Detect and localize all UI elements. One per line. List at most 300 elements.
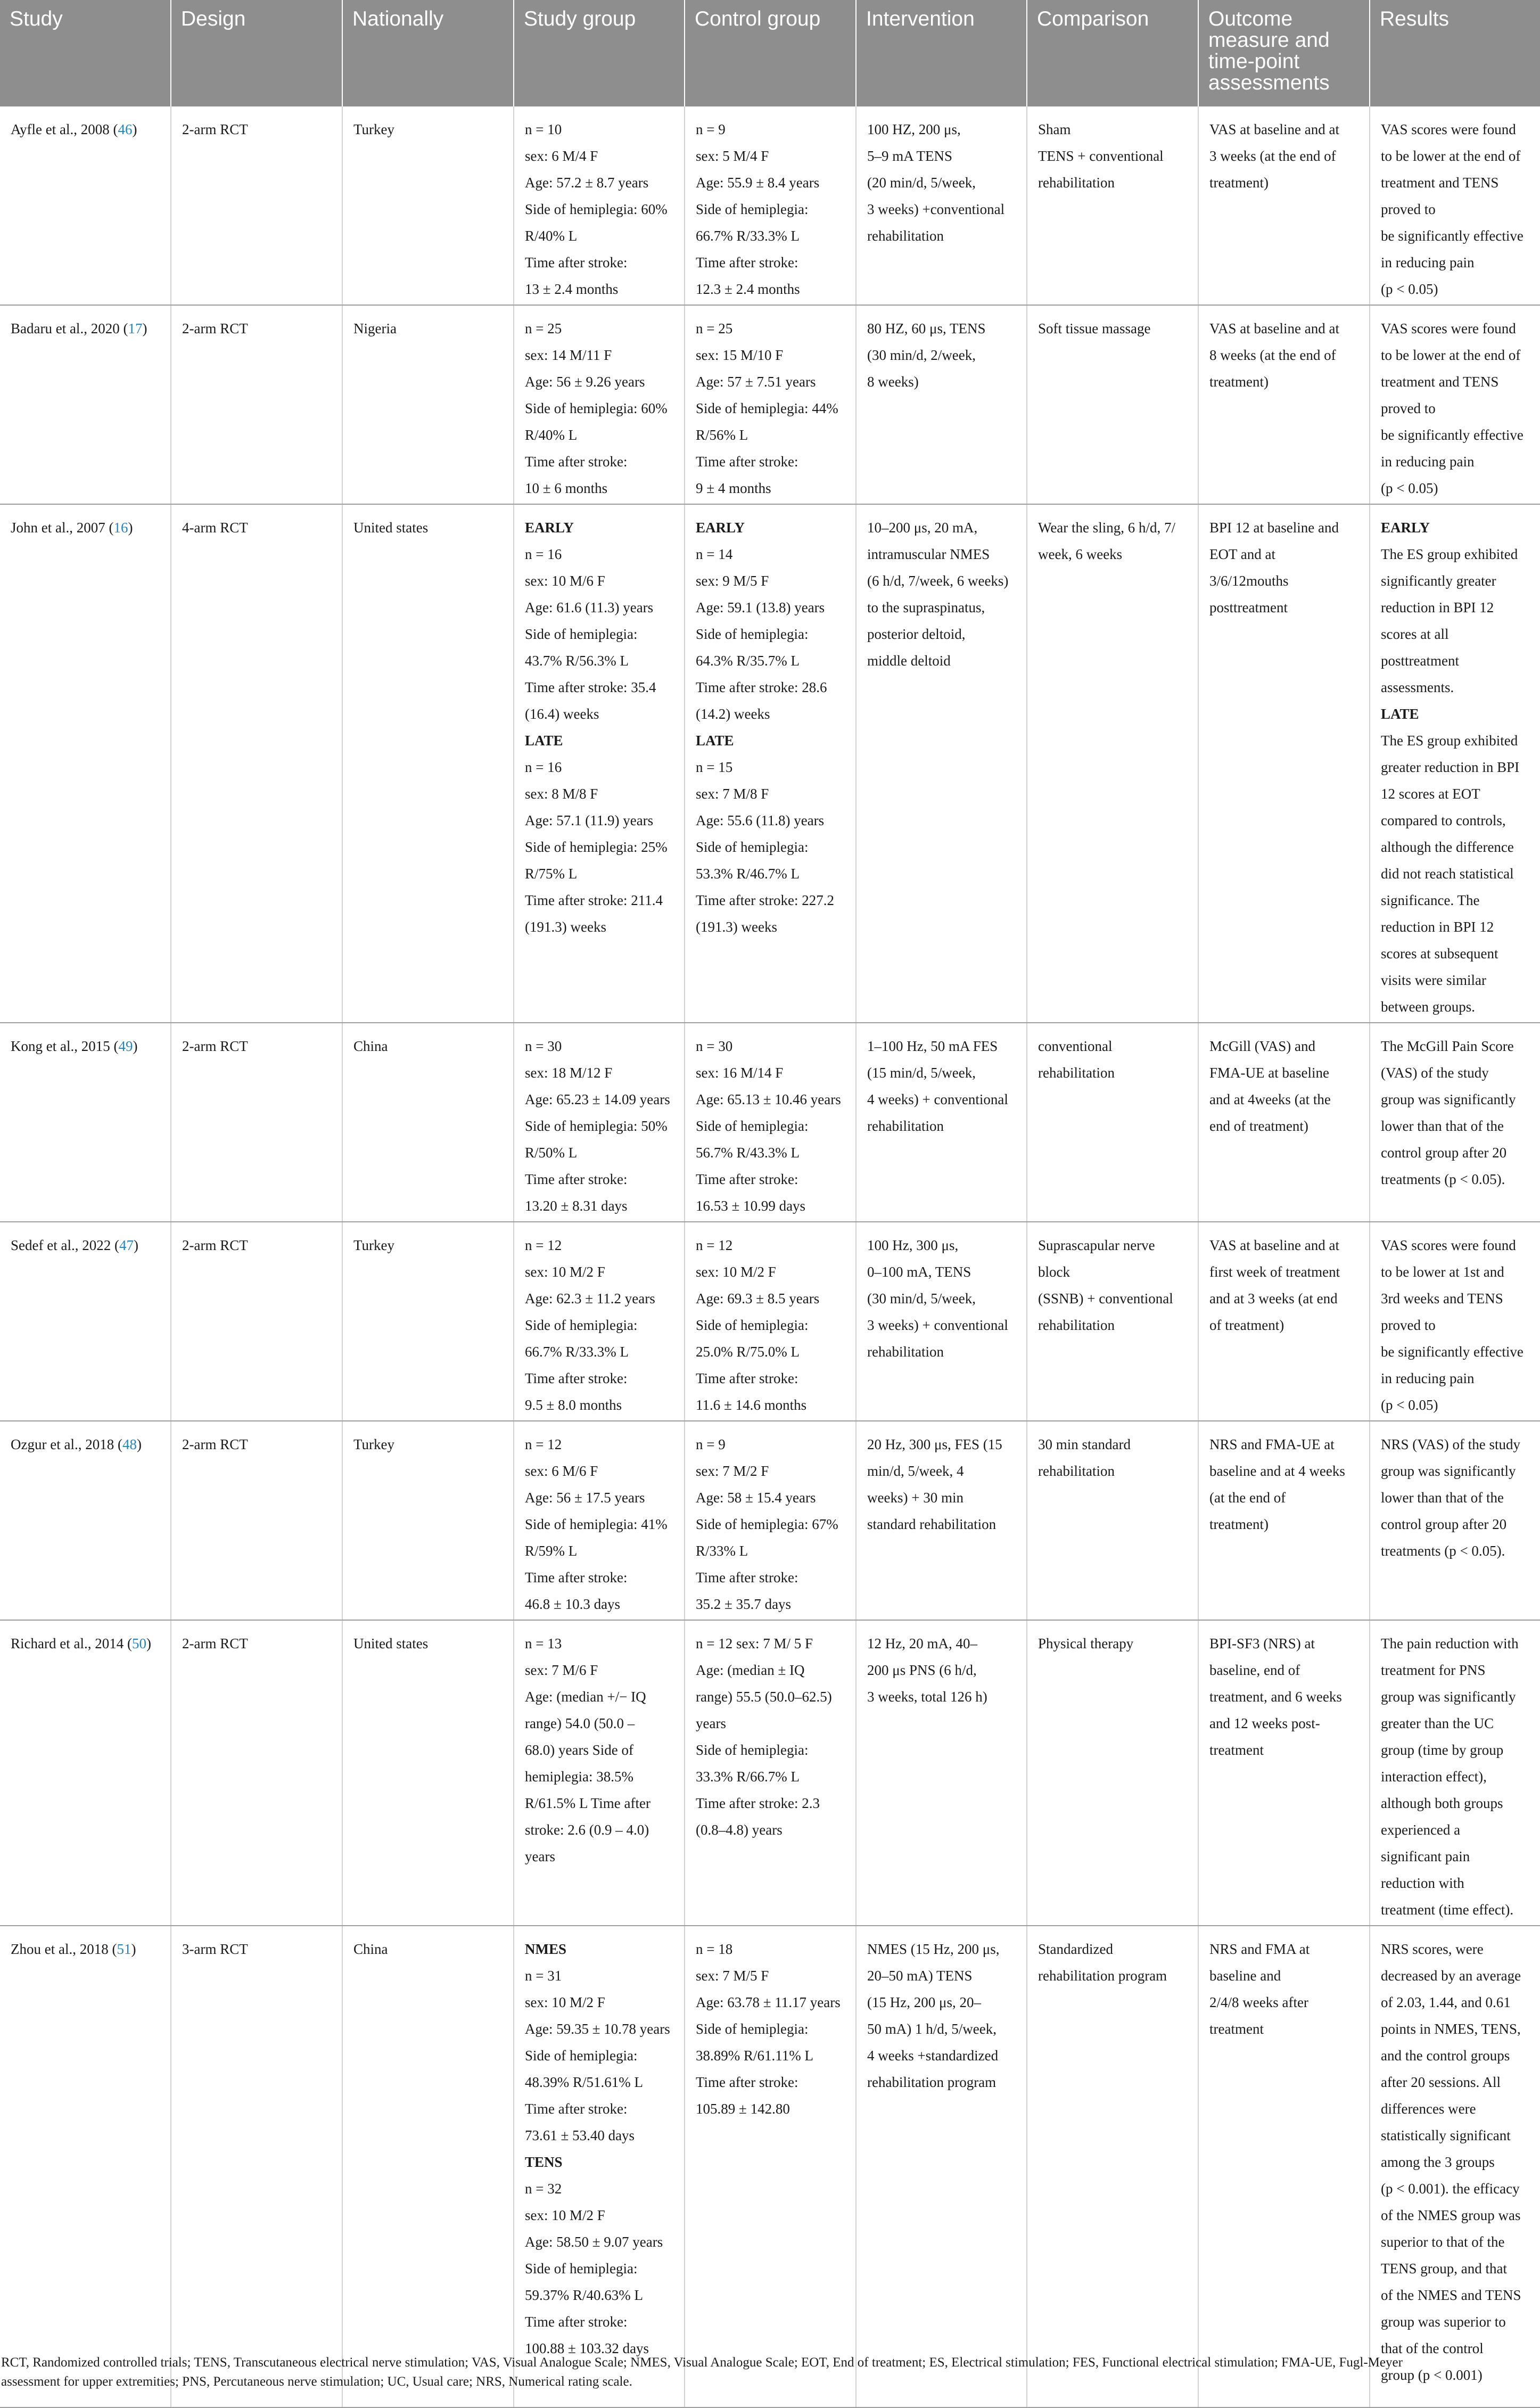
- citation-link[interactable]: 46: [118, 121, 133, 137]
- design-cell: 2-arm RCT: [171, 1222, 342, 1421]
- cell-line: proved to: [1381, 400, 1436, 416]
- cell-line: Time after stroke: 227.2: [696, 892, 834, 908]
- cell-line: The ES group exhibited: [1381, 733, 1518, 749]
- citation-link[interactable]: 49: [118, 1038, 133, 1054]
- column-header-results: Results: [1370, 0, 1540, 106]
- cell-line: (SSNB) + conventional: [1038, 1291, 1173, 1306]
- cell-line: first week of treatment: [1209, 1264, 1340, 1280]
- cell-line: 3 weeks) + conventional: [867, 1317, 1008, 1333]
- cell-line: Side of hemiplegia: 25%: [525, 839, 668, 855]
- cell-line: (30 min/d, 2/week,: [867, 347, 976, 363]
- cell-line: Age: 59.1 (13.8) years: [696, 599, 825, 615]
- cell-line: LATE: [525, 733, 563, 749]
- design-cell: 2-arm RCT: [171, 1421, 342, 1620]
- cell-line: VAS at baseline and at: [1209, 121, 1339, 137]
- comparison-cell: [1027, 1421, 1198, 1620]
- cell-line: rehabilitation: [1038, 175, 1115, 191]
- cell-line: 53.3% R/46.7% L: [696, 866, 800, 882]
- cell-line: n = 32: [525, 2181, 562, 2197]
- cell-line: significantly greater: [1381, 573, 1496, 589]
- cell-line: among the 3 groups: [1381, 2154, 1495, 2170]
- cell-line: VAS scores were found: [1381, 121, 1516, 137]
- cell-line: Side of hemiplegia:: [696, 839, 809, 855]
- cell-line: rehabilitation: [867, 1118, 944, 1134]
- cell-line: Age: 61.6 (11.3) years: [525, 599, 654, 615]
- cell-line: 46.8 ± 10.3 days: [525, 1596, 621, 1612]
- cell-line: superior to that of the: [1381, 2234, 1505, 2250]
- cell-line: sex: 5 M/4 F: [696, 148, 769, 164]
- cell-line: n = 12 sex: 7 M/ 5 F: [696, 1636, 813, 1651]
- cell-line: 9.5 ± 8.0 months: [525, 1397, 622, 1413]
- cell-line: sex: 10 M/2 F: [525, 1994, 605, 2010]
- cell-line: although both groups: [1381, 1795, 1503, 1811]
- cell-line: block: [1038, 1264, 1070, 1280]
- cell-line: and at 4weeks (at the: [1209, 1091, 1331, 1107]
- column-header-comparison: Comparison: [1027, 0, 1198, 106]
- study-name: John et al., 2007: [11, 520, 105, 536]
- cell-line: range) 55.5 (50.0–62.5): [696, 1689, 832, 1705]
- cell-line: treatment, and 6 weeks: [1209, 1689, 1342, 1705]
- cell-line: 3 weeks, total 126 h): [867, 1689, 987, 1705]
- cell-line: Side of hemiplegia:: [525, 2261, 638, 2276]
- cell-line: VAS scores were found: [1381, 1237, 1516, 1253]
- cell-line: (15 Hz, 200 μs, 20–: [867, 1994, 981, 2010]
- cell-line: stroke: 2.6 (0.9 – 4.0): [525, 1822, 649, 1838]
- cell-line: Time after stroke:: [696, 1370, 798, 1386]
- comparison-cell: [1027, 1222, 1198, 1421]
- cell-line: n = 12: [525, 1237, 562, 1253]
- cell-line: LATE: [1381, 706, 1419, 722]
- cell-line: n = 14: [696, 546, 733, 562]
- cell-line: rehabilitation program: [867, 2074, 997, 2090]
- study-cell: Ozgur et al., 2018 (48): [0, 1421, 171, 1620]
- cell-line: n = 30: [525, 1038, 562, 1054]
- cell-line: 80 HZ, 60 μs, TENS: [867, 320, 986, 336]
- table-row: [0, 1421, 1540, 1620]
- cell-line: 64.3% R/35.7% L: [696, 653, 800, 669]
- cell-line: although the difference: [1381, 839, 1514, 855]
- cell-line: baseline and: [1209, 1968, 1281, 1984]
- cell-line: 2/4/8 weeks after: [1209, 1994, 1308, 2010]
- cell-line: treatment and TENS: [1381, 374, 1499, 390]
- cell-line: did not reach statistical: [1381, 866, 1514, 882]
- table-footnote: [1, 2353, 1534, 2391]
- cell-line: conventional: [1038, 1038, 1113, 1054]
- nationality-cell: Turkey: [342, 106, 514, 305]
- study-group-cell: [514, 1421, 685, 1620]
- cell-line: Time after stroke:: [696, 1569, 798, 1585]
- cell-line: NRS and FMA-UE at: [1209, 1436, 1335, 1452]
- cell-line: 38.89% R/61.11% L: [696, 2048, 813, 2064]
- cell-line: 73.61 ± 53.40 days: [525, 2127, 635, 2143]
- cell-line: to be lower at 1st and: [1381, 1264, 1504, 1280]
- citation-link[interactable]: 51: [117, 1941, 131, 1957]
- cell-line: and the control groups: [1381, 2048, 1510, 2064]
- column-header-nationally: Nationally: [342, 0, 514, 106]
- cell-line: to the supraspinatus,: [867, 599, 985, 615]
- comparison-cell: [1027, 106, 1198, 305]
- intervention-cell: [856, 1421, 1027, 1620]
- outcome-cell: [1198, 1421, 1370, 1620]
- cell-line: significant pain: [1381, 1848, 1470, 1864]
- cell-line: sex: 6 M/4 F: [525, 148, 598, 164]
- results-cell: [1370, 1926, 1540, 2407]
- cell-line: Age: (median ± IQ: [696, 1662, 805, 1678]
- cell-line: treatments (p < 0.05).: [1381, 1171, 1505, 1187]
- cell-line: Time after stroke:: [696, 254, 798, 270]
- cell-line: (p < 0.05): [1381, 1397, 1438, 1413]
- cell-line: and at 3 weeks (at end: [1209, 1291, 1338, 1306]
- cell-line: sex: 15 M/10 F: [696, 347, 784, 363]
- cell-line: 100 HZ, 200 μs,: [867, 121, 961, 137]
- cell-line: Standardized: [1038, 1941, 1113, 1957]
- outcome-cell: [1198, 106, 1370, 305]
- cell-line: R/40% L: [525, 228, 578, 244]
- cell-line: n = 12: [525, 1436, 562, 1452]
- cell-line: Time after stroke:: [696, 454, 798, 470]
- results-cell: [1370, 1620, 1540, 1926]
- cell-line: middle deltoid: [867, 653, 951, 669]
- cell-line: rehabilitation: [867, 228, 944, 244]
- cell-line: rehabilitation: [1038, 1317, 1115, 1333]
- cell-line: Time after stroke:: [525, 254, 628, 270]
- cell-line: 48.39% R/51.61% L: [525, 2074, 643, 2090]
- cell-line: (p < 0.05): [1381, 281, 1438, 297]
- cell-line: NRS (VAS) of the study: [1381, 1436, 1521, 1452]
- citation-link[interactable]: 17: [128, 320, 143, 336]
- cell-line: 1–100 Hz, 50 mA FES: [867, 1038, 998, 1054]
- cell-line: Age: 69.3 ± 8.5 years: [696, 1291, 820, 1306]
- study-name: Richard et al., 2014: [11, 1636, 124, 1651]
- cell-line: FMA-UE at baseline: [1209, 1065, 1329, 1081]
- cell-line: Age: 62.3 ± 11.2 years: [525, 1291, 655, 1306]
- cell-line: 43.7% R/56.3% L: [525, 653, 629, 669]
- cell-line: sex: 7 M/8 F: [696, 786, 769, 802]
- cell-line: 3/6/12mouths: [1209, 573, 1289, 589]
- study-name: Badaru et al., 2020: [11, 320, 120, 336]
- cell-line: 12 scores at EOT: [1381, 786, 1480, 802]
- cell-line: Age: 58.50 ± 9.07 years: [525, 2234, 663, 2250]
- cell-line: experienced a: [1381, 1822, 1461, 1838]
- cell-line: reduction in BPI 12: [1381, 919, 1494, 935]
- results-cell: [1370, 1023, 1540, 1222]
- cell-line: Soft tissue massage: [1038, 320, 1151, 336]
- cell-line: Age: 57.1 (11.9) years: [525, 812, 654, 828]
- column-header-outcome-measure-and-time-point-assessments: Outcome measure and time-point assessments: [1198, 0, 1370, 106]
- intervention-cell: [856, 1620, 1027, 1926]
- cell-line: sex: 8 M/8 F: [525, 786, 598, 802]
- control-group-cell: [685, 1023, 856, 1222]
- cell-line: treatment): [1209, 1516, 1269, 1532]
- cell-line: sex: 6 M/6 F: [525, 1463, 598, 1479]
- design-cell: 2-arm RCT: [171, 1620, 342, 1926]
- cell-line: R/40% L: [525, 427, 578, 443]
- cell-line: Side of hemiplegia:: [696, 1118, 809, 1134]
- cell-line: NRS scores, were: [1381, 1941, 1484, 1957]
- cell-line: 10–200 μs, 20 mA,: [867, 520, 978, 536]
- outcome-cell: [1198, 305, 1370, 504]
- cell-line: Side of hemiplegia:: [696, 201, 809, 217]
- study-group-cell: [514, 1023, 685, 1222]
- cell-line: proved to: [1381, 201, 1436, 217]
- study-name: Kong et al., 2015: [11, 1038, 110, 1054]
- cell-line: treatment and TENS: [1381, 175, 1499, 191]
- cell-line: Side of hemiplegia:: [696, 1742, 809, 1758]
- outcome-cell: [1198, 1926, 1370, 2407]
- cell-line: 100 Hz, 300 μs,: [867, 1237, 959, 1253]
- study-name: Zhou et al., 2018: [11, 1941, 109, 1957]
- cell-line: be significantly effective: [1381, 1344, 1523, 1360]
- cell-line: (14.2) weeks: [696, 706, 770, 722]
- cell-line: R/33% L: [696, 1543, 748, 1559]
- cell-line: Age: 55.6 (11.8) years: [696, 812, 825, 828]
- cell-line: n = 13: [525, 1636, 562, 1651]
- cell-line: n = 9: [696, 121, 726, 137]
- cell-line: significance. The: [1381, 892, 1480, 908]
- cell-line: Age: 57.2 ± 8.7 years: [525, 175, 649, 191]
- cell-line: posttreatment: [1209, 599, 1288, 615]
- cell-line: 25.0% R/75.0% L: [696, 1344, 800, 1360]
- cell-line: (at the end of: [1209, 1490, 1286, 1506]
- table-row: [0, 1023, 1540, 1222]
- table-row: [0, 106, 1540, 305]
- cell-line: n = 15: [696, 759, 733, 775]
- cell-line: end of treatment): [1209, 1118, 1308, 1134]
- control-group-cell: [685, 1222, 856, 1421]
- cell-line: LATE: [696, 733, 734, 749]
- cell-line: treatment: [1209, 1742, 1264, 1758]
- cell-line: Side of hemiplegia: 60%: [525, 201, 668, 217]
- cell-line: 100.88 ± 103.32 days: [525, 2340, 649, 2356]
- cell-line: lower than that of the: [1381, 1490, 1504, 1506]
- cell-line: 13.20 ± 8.31 days: [525, 1198, 628, 1214]
- column-header-study: Study: [0, 0, 171, 106]
- cell-line: 200 μs PNS (6 h/d,: [867, 1662, 977, 1678]
- cell-line: treatment): [1209, 374, 1269, 390]
- cell-line: Side of hemiplegia:: [525, 626, 638, 642]
- cell-line: 3 weeks) +conventional: [867, 201, 1005, 217]
- cell-line: Side of hemiplegia:: [696, 1317, 809, 1333]
- cell-line: (0.8–4.8) years: [696, 1822, 783, 1838]
- cell-line: sex: 16 M/14 F: [696, 1065, 784, 1081]
- column-header-control-group: Control group: [685, 0, 856, 106]
- cell-line: proved to: [1381, 1317, 1436, 1333]
- study-group-cell: [514, 504, 685, 1023]
- cell-line: to be lower at the end of: [1381, 148, 1521, 164]
- cell-line: greater reduction in BPI: [1381, 759, 1520, 775]
- cell-line: Time after stroke: 35.4: [525, 679, 656, 695]
- cell-line: control group after 20: [1381, 1516, 1507, 1532]
- intervention-cell: [856, 1926, 1027, 2407]
- cell-line: 3rd weeks and TENS: [1381, 1291, 1503, 1306]
- cell-line: Side of hemiplegia: 50%: [525, 1118, 668, 1134]
- citation-link[interactable]: 47: [119, 1237, 134, 1253]
- cell-line: Time after stroke: 2.3: [696, 1795, 820, 1811]
- cell-line: statistically significant: [1381, 2127, 1511, 2143]
- cell-line: n = 16: [525, 546, 562, 562]
- cell-line: 68.0) years Side of: [525, 1742, 633, 1758]
- cell-line: The pain reduction with: [1381, 1636, 1519, 1651]
- citation-link[interactable]: 48: [122, 1436, 137, 1452]
- cell-line: in reducing pain: [1381, 1370, 1475, 1386]
- outcome-cell: [1198, 1620, 1370, 1926]
- cell-line: group was significantly: [1381, 1091, 1516, 1107]
- cell-line: lower than that of the: [1381, 1118, 1504, 1134]
- cell-line: 20 Hz, 300 μs, FES (15: [867, 1436, 1002, 1452]
- cell-line: BPI 12 at baseline and: [1209, 520, 1339, 536]
- cell-line: 66.7% R/33.3% L: [696, 228, 800, 244]
- cell-line: Age: 63.78 ± 11.17 years: [696, 1994, 841, 2010]
- cell-line: 33.3% R/66.7% L: [696, 1769, 800, 1785]
- cell-line: n = 31: [525, 1968, 562, 1984]
- cell-line: Age: 55.9 ± 8.4 years: [696, 175, 820, 191]
- cell-line: greater than the UC: [1381, 1715, 1494, 1731]
- cell-line: 4 weeks) + conventional: [867, 1091, 1008, 1107]
- cell-line: of the NMES group was: [1381, 2207, 1521, 2223]
- cell-line: of 2.03, 1.44, and 0.61: [1381, 1994, 1511, 2010]
- cell-line: sex: 7 M/5 F: [696, 1968, 769, 1984]
- cell-line: NRS and FMA at: [1209, 1941, 1310, 1957]
- cell-line: 12 Hz, 20 mA, 40–: [867, 1636, 977, 1651]
- cell-line: 50 mA) 1 h/d, 5/week,: [867, 2021, 997, 2037]
- cell-line: sex: 10 M/6 F: [525, 573, 605, 589]
- cell-line: 11.6 ± 14.6 months: [696, 1397, 807, 1413]
- cell-line: Time after stroke:: [525, 1370, 628, 1386]
- cell-line: of treatment): [1209, 1317, 1284, 1333]
- control-group-cell: [685, 106, 856, 305]
- cell-line: Sham: [1038, 121, 1071, 137]
- cell-line: EOT and at: [1209, 546, 1275, 562]
- cell-line: 59.37% R/40.63% L: [525, 2287, 643, 2303]
- cell-line: treatments (p < 0.05).: [1381, 1543, 1505, 1559]
- cell-line: rehabilitation: [867, 1344, 944, 1360]
- cell-line: (VAS) of the study: [1381, 1065, 1489, 1081]
- study-name: Ozgur et al., 2018: [11, 1436, 114, 1452]
- cell-line: (6 h/d, 7/week, 6 weeks): [867, 573, 1009, 589]
- cell-line: rehabilitation: [1038, 1065, 1115, 1081]
- cell-line: The ES group exhibited: [1381, 546, 1518, 562]
- cell-line: Side of hemiplegia: 44%: [696, 400, 838, 416]
- cell-line: 35.2 ± 35.7 days: [696, 1596, 792, 1612]
- cell-line: n = 25: [696, 320, 733, 336]
- table-row: [0, 1926, 1540, 2407]
- cell-line: 8 weeks (at the end of: [1209, 347, 1336, 363]
- cell-line: Time after stroke:: [696, 2074, 798, 2090]
- cell-line: BPI-SF3 (NRS) at: [1209, 1636, 1315, 1651]
- cell-line: (p < 0.001). the efficacy: [1381, 2181, 1520, 2197]
- table-row: [0, 1222, 1540, 1421]
- cell-line: Time after stroke: 211.4: [525, 892, 663, 908]
- cell-line: R/50% L: [525, 1145, 578, 1161]
- table-row: [0, 1620, 1540, 1926]
- cell-line: group was superior to: [1381, 2314, 1506, 2330]
- comparison-cell: [1027, 1620, 1198, 1926]
- cell-line: TENS: [525, 2154, 563, 2170]
- cell-line: n = 10: [525, 121, 562, 137]
- cell-line: in reducing pain: [1381, 454, 1475, 470]
- cell-line: 13 ± 2.4 months: [525, 281, 619, 297]
- cell-line: 105.89 ± 142.80: [696, 2101, 790, 2117]
- column-header-design: Design: [171, 0, 342, 106]
- control-group-cell: [685, 1926, 856, 2407]
- cell-line: The McGill Pain Score: [1381, 1038, 1514, 1054]
- study-cell: Kong et al., 2015 (49): [0, 1023, 171, 1222]
- cell-line: group was significantly: [1381, 1689, 1516, 1705]
- cell-line: sex: 14 M/11 F: [525, 347, 612, 363]
- cell-line: reduction in BPI 12: [1381, 599, 1494, 615]
- cell-line: sex: 10 M/2 F: [696, 1264, 776, 1280]
- cell-line: 5–9 mA TENS: [867, 148, 953, 164]
- cell-line: Time after stroke:: [525, 1569, 628, 1585]
- design-cell: 2-arm RCT: [171, 106, 342, 305]
- cell-line: Suprascapular nerve: [1038, 1237, 1155, 1253]
- cell-line: R/56% L: [696, 427, 748, 443]
- cell-line: Side of hemiplegia: 67%: [696, 1516, 838, 1532]
- cell-line: EARLY: [696, 520, 745, 536]
- cell-line: R/75% L: [525, 866, 578, 882]
- outcome-cell: [1198, 1023, 1370, 1222]
- cell-line: treatment for PNS: [1381, 1662, 1486, 1678]
- study-cell: Sedef et al., 2022 (47): [0, 1222, 171, 1421]
- results-cell: [1370, 504, 1540, 1023]
- citation-link[interactable]: 16: [113, 520, 128, 536]
- cell-line: weeks) + 30 min: [867, 1490, 963, 1506]
- cell-line: sex: 18 M/12 F: [525, 1065, 613, 1081]
- design-cell: 2-arm RCT: [171, 305, 342, 504]
- study-cell: Ayfle et al., 2008 (46): [0, 106, 171, 305]
- cell-line: n = 30: [696, 1038, 733, 1054]
- study-group-cell: [514, 1222, 685, 1421]
- study-cell: Richard et al., 2014 (50): [0, 1620, 171, 1926]
- cell-line: scores at all: [1381, 626, 1449, 642]
- control-group-cell: [685, 1421, 856, 1620]
- cell-line: 12.3 ± 2.4 months: [696, 281, 800, 297]
- cell-line: sex: 9 M/5 F: [696, 573, 769, 589]
- cell-line: standard rehabilitation: [867, 1516, 997, 1532]
- cell-line: Age: 56 ± 9.26 years: [525, 374, 645, 390]
- study-cell: Badaru et al., 2020 (17): [0, 305, 171, 504]
- study-name: Sedef et al., 2022: [11, 1237, 111, 1253]
- cell-line: Side of hemiplegia:: [525, 2048, 638, 2064]
- cell-line: 9 ± 4 months: [696, 480, 771, 496]
- cell-line: 16.53 ± 10.99 days: [696, 1198, 806, 1214]
- cell-line: Age: 56 ± 17.5 years: [525, 1490, 645, 1506]
- cell-line: visits were similar: [1381, 972, 1486, 988]
- cell-line: McGill (VAS) and: [1209, 1038, 1315, 1054]
- cell-line: 8 weeks): [867, 374, 919, 390]
- cell-line: VAS at baseline and at: [1209, 320, 1339, 336]
- cell-line: Side of hemiplegia: 41%: [525, 1516, 668, 1532]
- cell-line: VAS scores were found: [1381, 320, 1516, 336]
- cell-line: differences were: [1381, 2101, 1476, 2117]
- results-cell: [1370, 1421, 1540, 1620]
- cell-line: to be lower at the end of: [1381, 347, 1521, 363]
- cell-line: Age: 65.13 ± 10.46 years: [696, 1091, 841, 1107]
- cell-line: treatment: [1209, 2021, 1264, 2037]
- citation-link[interactable]: 50: [131, 1636, 146, 1651]
- cell-line: Side of hemiplegia: 60%: [525, 400, 668, 416]
- cell-line: and 12 weeks post-: [1209, 1715, 1320, 1731]
- cell-line: n = 9: [696, 1436, 726, 1452]
- cell-line: TENS group, and that: [1381, 2261, 1507, 2276]
- cell-line: 30 min standard: [1038, 1436, 1131, 1452]
- cell-line: EARLY: [525, 520, 574, 536]
- cell-line: min/d, 5/week, 4: [867, 1463, 964, 1479]
- cell-line: Side of hemiplegia:: [696, 2021, 809, 2037]
- cell-line: (191.3) weeks: [525, 919, 606, 935]
- cell-line: Side of hemiplegia:: [525, 1317, 638, 1333]
- cell-line: NMES (15 Hz, 200 μs,: [867, 1941, 1000, 1957]
